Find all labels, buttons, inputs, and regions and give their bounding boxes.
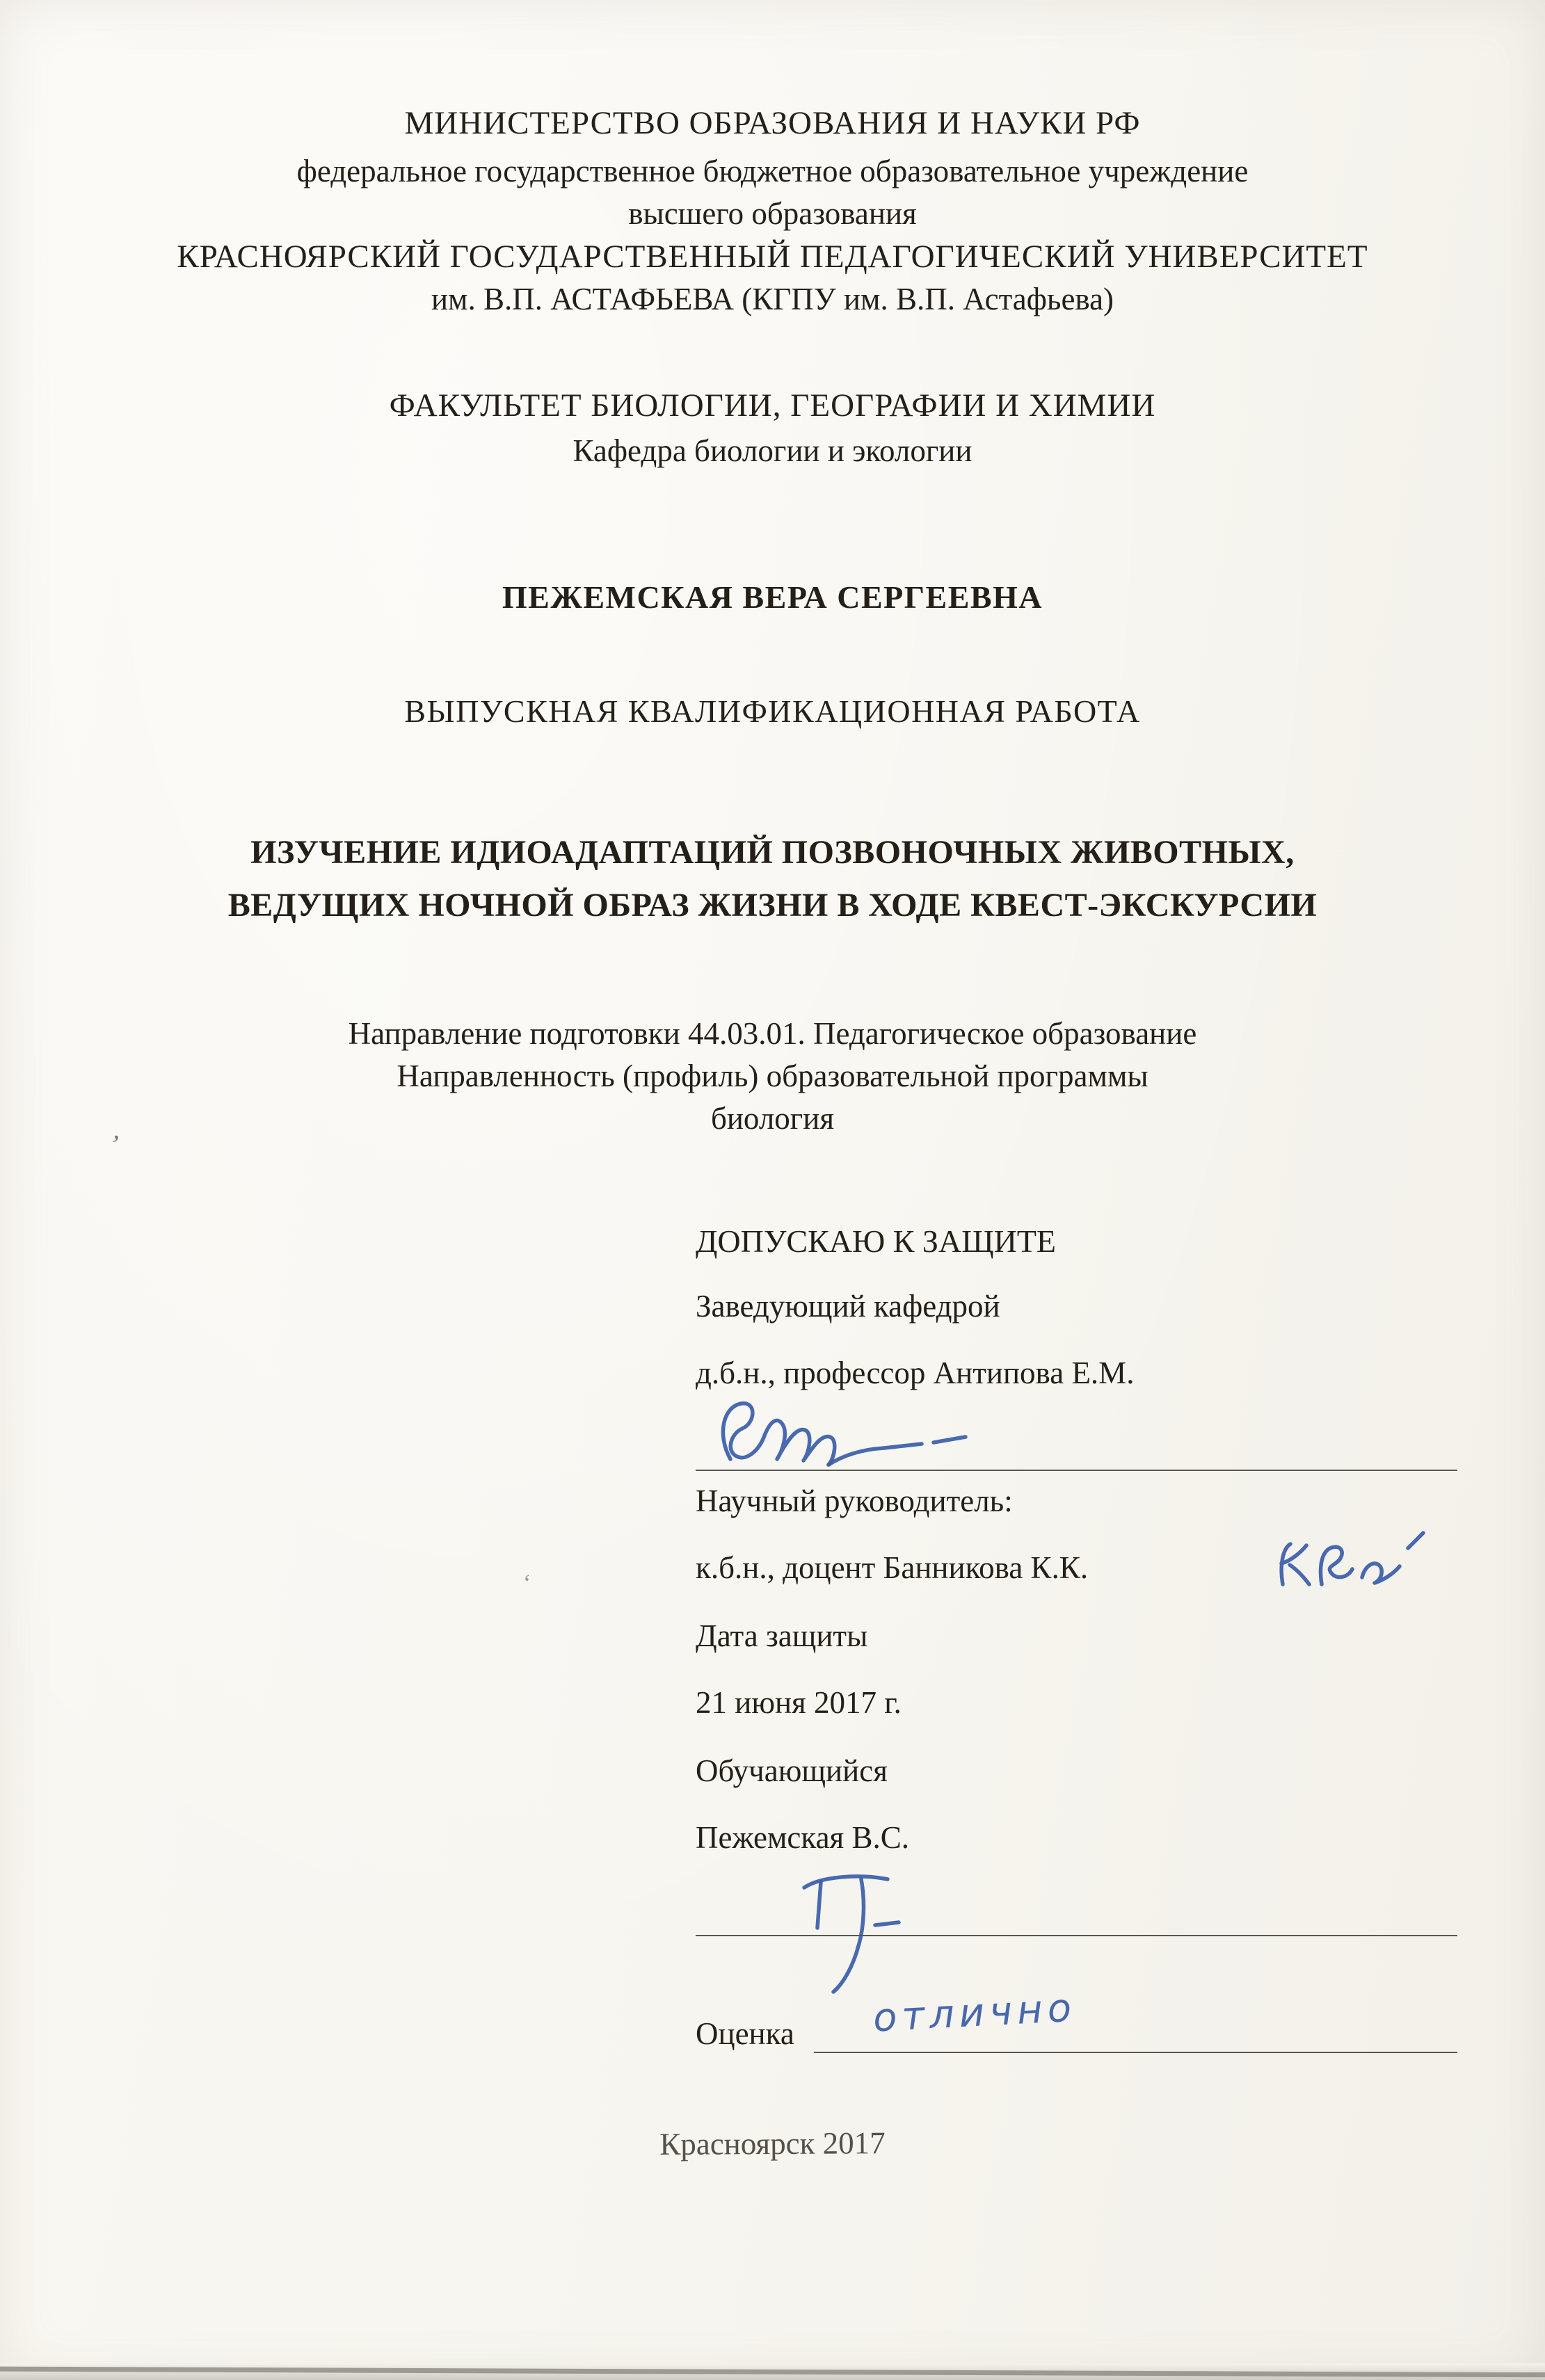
department-head-title: Заведующий кафедрой <box>696 1289 1000 1324</box>
grade-label: Оценка <box>696 2016 794 2051</box>
supervisor-label: Научный руководитель: <box>696 1484 1013 1518</box>
head-signature <box>710 1391 1009 1481</box>
author-name: ПЕЖЕМСКАЯ ВЕРА СЕРГЕЕВНА <box>502 579 1043 615</box>
student-signature <box>793 1858 918 2004</box>
university-line-1: КРАСНОЯРСКИЙ ГОСУДАРСТВЕННЫЙ ПЕДАГОГИЧЕСКИЙ УНИВЕРСИТЕТ <box>177 239 1368 275</box>
program-line-3: биология <box>710 1101 835 1136</box>
student-signature-line <box>696 1935 1457 1936</box>
admit-to-defense-label: ДОПУСКАЮ К ЗАЩИТЕ <box>696 1223 1057 1259</box>
head-signature-line <box>696 1470 1457 1471</box>
work-type: ВЫПУСКНАЯ КВАЛИФИКАЦИОННАЯ РАБОТА <box>404 693 1141 729</box>
supervisor-name: к.б.н., доцент Банникова К.К. <box>696 1550 1089 1585</box>
thesis-title-line-2: ВЕДУЩИХ НОЧНОЙ ОБРАЗ ЖИЗНИ В ХОДЕ КВЕСТ-ЭКСКУРСИИ <box>227 887 1318 924</box>
ministry-line-3: высшего образования <box>628 196 917 231</box>
student-name: Пежемская В.С. <box>696 1820 910 1855</box>
supervisor-signature <box>1269 1523 1436 1603</box>
ministry-line-1: МИНИСТЕРСТВО ОБРАЗОВАНИЯ И НАУКИ РФ <box>404 105 1141 141</box>
university-line-2: им. В.П. АСТАФЬЕВА (КГПУ им. В.П. Астафьева) <box>431 282 1114 316</box>
thesis-title-line-1: ИЗУЧЕНИЕ ИДИОАДАПТАЦИЙ ПОЗВОНОЧНЫХ ЖИВОТНЫХ, <box>250 834 1295 871</box>
ministry-line-2: федеральное государственное бюджетное образовательное учреждение <box>296 154 1249 188</box>
department-head-name: д.б.н., профессор Антипова Е.М. <box>696 1356 1135 1390</box>
program-line-1: Направление подготовки 44.03.01. Педагогическое образование <box>348 1016 1197 1051</box>
defense-date-label: Дата защиты <box>696 1618 868 1653</box>
grade-line <box>814 2052 1457 2053</box>
defense-date: 21 июня 2017 г. <box>696 1685 902 1720</box>
city-year: Красноярск 2017 <box>659 2125 886 2162</box>
scan-speck-artifact: ’ <box>106 1128 123 1161</box>
faculty-name: ФАКУЛЬТЕТ БИОЛОГИИ, ГЕОГРАФИИ И ХИМИИ <box>389 387 1156 424</box>
scan-dash-artifact: ‘ <box>523 1570 531 1596</box>
handwritten-grade: отлично <box>872 1985 1078 2041</box>
department-name: Кафедра биологии и экологии <box>573 433 972 468</box>
student-label: Обучающийся <box>696 1753 888 1788</box>
program-line-2: Направленность (профиль) образовательной программы <box>397 1059 1148 1093</box>
